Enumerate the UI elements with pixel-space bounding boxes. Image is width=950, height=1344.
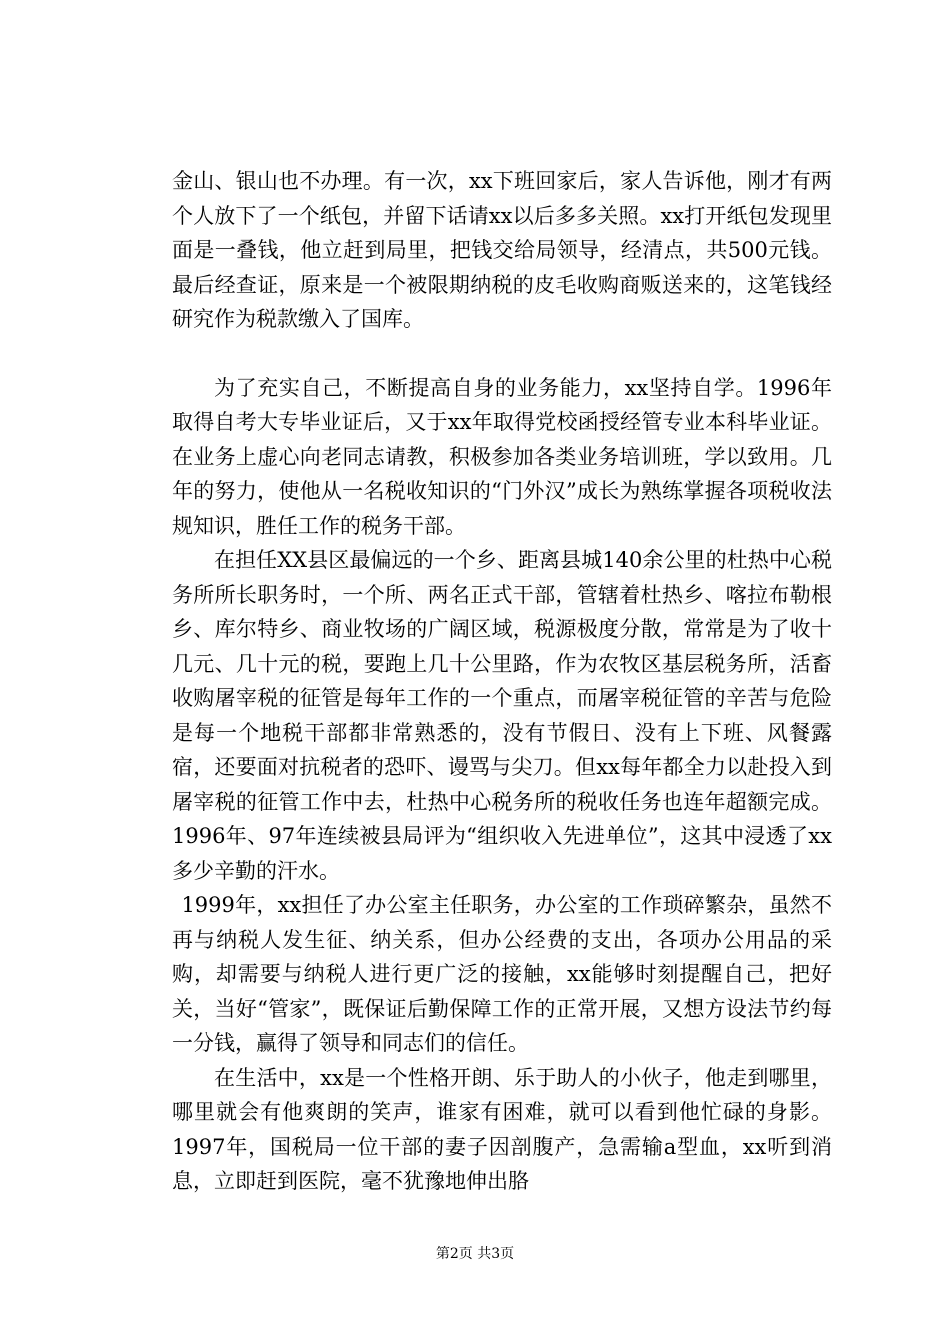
page-footer: [0, 1243, 950, 1263]
page-number: 第2页: [435, 1246, 473, 1262]
paragraph-2: 为了充实自己，不断提高自身的业务能力，xx坚持自学。1996年取得自考大专毕业证后，又于xx年取得党校函授经管专业本科毕业证。在业务上虚心向老同志请教，积极参加各类业务培训班，学以致用。几年的努力，使他从一名税收知识的“门外汉”成长为熟练掌握各项税收法规知识，胜任工作的税务干部。: [172, 375, 832, 538]
paragraph-4: 1999年，xx担任了办公室主任职务，办公室的工作琐碎繁杂，虽然不再与纳税人发生征、纳关系，但办公经费的支出，各项办公用品的采购，却需要与纳税人进行更广泛的接触，xx能够时刻提醒自己，把好关，当好“管家”，既保证后勤保障工作的正常开展，又想方设法节约每一分钱，赢得了领导和同志们的信任。: [172, 893, 832, 1055]
document-body: [172, 164, 832, 1199]
paragraph-1: 金山、银山也不办理。有一次，xx下班回家后，家人告诉他，刚才有两个人放下了一个纸包，并留下话请xx以后多多关照。xx打开纸包发现里面是一叠钱，他立赶到局里，把钱交给局领导，经清点，共500元钱。最后经查证，原来是一个被限期纳税的皮毛收购商贩送来的，这笔钱经研究作为税款缴入了国库。: [172, 169, 832, 331]
page-total: 共3页: [477, 1246, 515, 1262]
paragraph-3: 在担任XX县区最偏远的一个乡、距离县城140余公里的杜热中心税务所所长职务时，一个所、两名正式干部，管辖着杜热乡、喀拉布勒根乡、库尔特乡、商业牧场的广阔区域，税源极度分散，常常是为了收十几元、几十元的税，要跑上几十公里路，作为农牧区基层税务所，活畜收购屠宰税的征管是每年工作的一个重点，而屠宰税征管的辛苦与危险是每一个地税干部都非常熟悉的，没有节假日、没有上下班、风餐露宿，还要面对抗税者的恐吓、谩骂与尖刀。但xx每年都全力以赴投入到屠宰税的征管工作中去，杜热中心税务所的税收任务也连年超额完成。1996年、97年连续被县局评为“组织收入先进单位”，这其中浸透了xx多少辛勤的汗水。: [172, 548, 832, 883]
paragraph-5: 在生活中，xx是一个性格开朗、乐于助人的小伙子，他走到哪里，哪里就会有他爽朗的笑声，谁家有困难，就可以看到他忙碌的身影。1997年，国税局一位干部的妻子因剖腹产，急需输a型血，xx听到消息，立即赶到医院，毫不犹豫地伸出胳: [172, 1065, 832, 1193]
